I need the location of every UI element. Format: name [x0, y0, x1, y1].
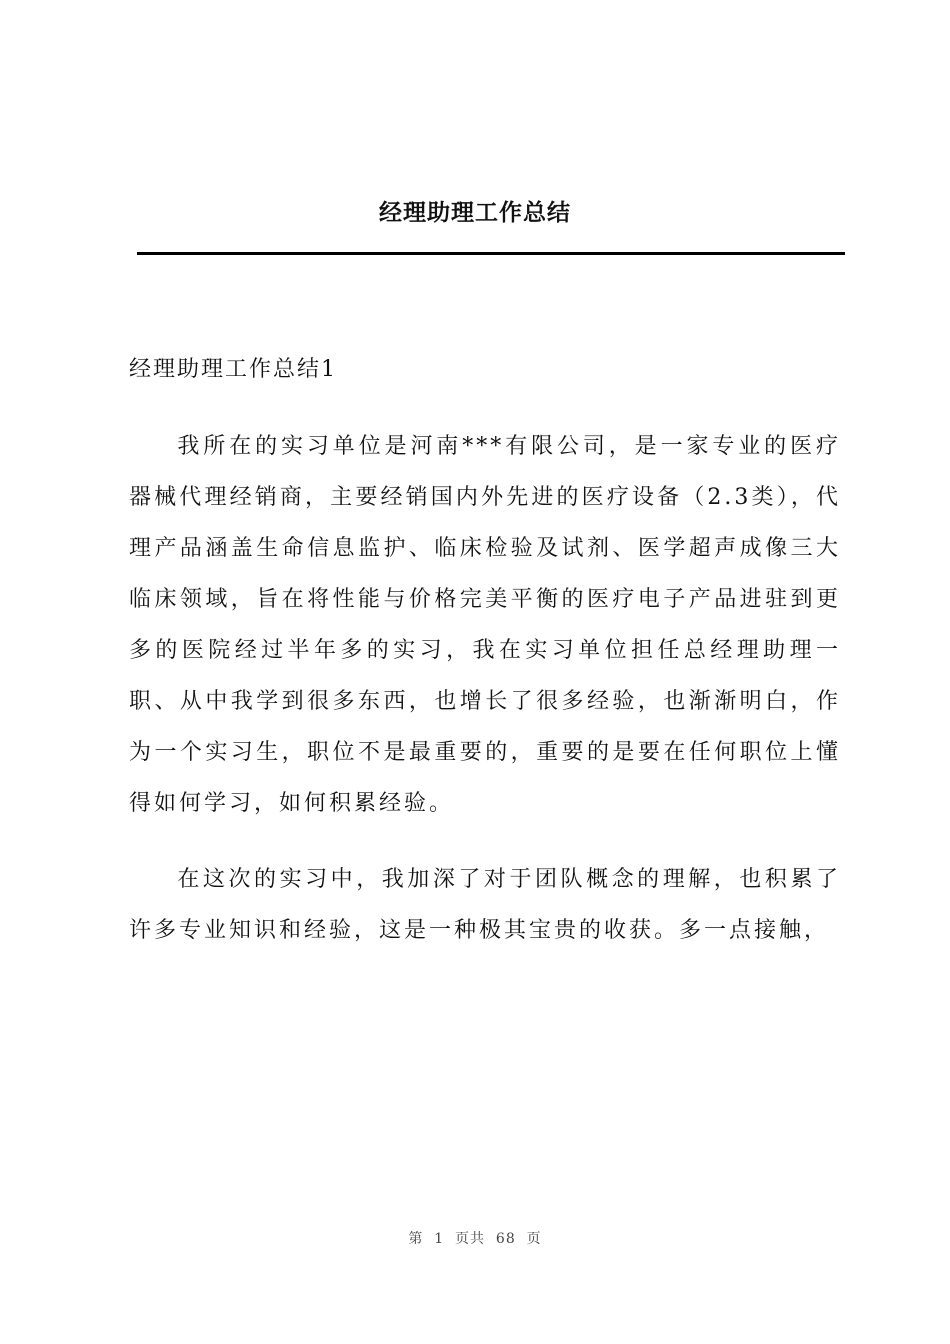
section-heading: 经理助理工作总结1 — [129, 357, 337, 382]
title-divider — [137, 252, 845, 255]
body-text — [129, 421, 841, 981]
document-title: 经理助理工作总结 — [379, 200, 571, 226]
paragraph-1: 我所在的实习单位是河南***有限公司，是一家专业的医疗器械代理经销商，主要经销国内外先进的医疗设备（2.3类），代理产品涵盖生命信息监护、临床检验及试剂、医学超声成像三大临床领域，旨在将性能与价格完美平衡的医疗电子产品进驻到更多的医院经过半年多的实习，我在实习单位担任总经理助理一职、从中我学到很多东西，也增长了很多经验，也渐渐明白，作为一个实习生，职位不是最重要的，重要的是要在任何职位上懂得如何学习，如何积累经验。 — [129, 434, 841, 816]
paragraph-2: 在这次的实习中，我加深了对于团队概念的理解，也积累了许多专业知识和经验，这是一种极其宝贵的收获。多一点接触， — [129, 867, 841, 943]
page-number-footer: 第 1 页共 68 页 — [408, 1231, 542, 1247]
